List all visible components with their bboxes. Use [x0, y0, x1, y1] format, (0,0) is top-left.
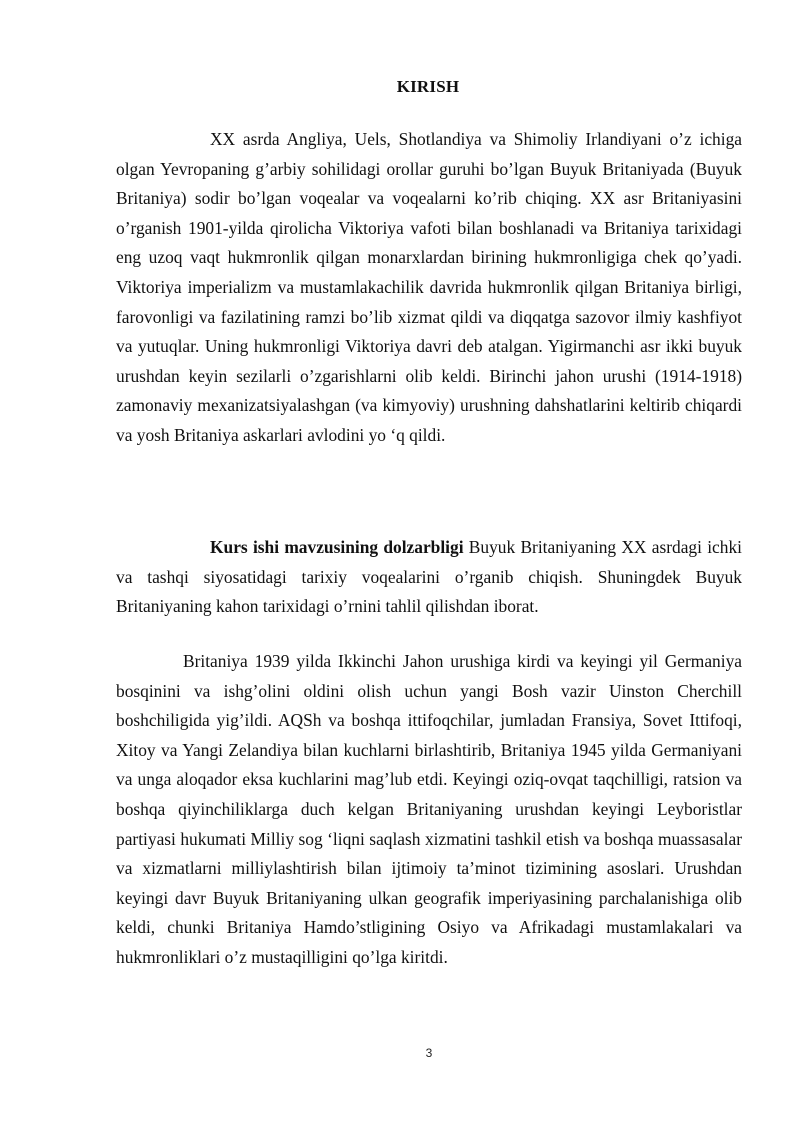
page-number: 3: [425, 1046, 433, 1060]
relevance-label: Kurs ishi mavzusining dolzarbligi: [210, 537, 464, 557]
paragraph-introduction: [116, 125, 742, 451]
paragraph-ww2: [116, 647, 742, 973]
paragraph-text: [116, 533, 742, 622]
paragraph-relevance: [116, 533, 742, 622]
paragraph-text: XX asrda Angliya, Uels, Shotlandiya va Shimoliy Irlandiyani o’z ichiga olgan Yevropaning g’arbiy sohilidagi orollar guruhi bo’lgan Buyuk Britaniyada (Buyuk Britaniya) sodir bo’lgan voqealar va voqealarni ko’rib chiqing. XX asr Britaniyasini o’rganish 1901-yilda qirolicha Viktoriya vafoti bilan boshlanadi va Britaniya tarixidagi eng uzoq vaqt hukmronlik qilgan monarxlardan birining hukmronligiga chek qo’yadi. Viktoriya imperializm va mustamlakachilik davrida hukmronlik qilgan Britaniya birligi, farovonligi va fazilatining ramzi bo’lib xizmat qildi va diqqatga sazovor ilmiy kashfiyot va yutuqlar. Uning hukmronligi Viktoriya davri deb atalgan. Yigirmanchi asr ikki buyuk urushdan keyin sezilarli o’zgarishlarni olib keldi. Birinchi jahon urushi (1914-1918) zamonaviy mexanizatsiyalashgan (va kimyoviy) urushning dahshatlarini keltirib chiqardi va yosh Britaniya askarlari avlodini yo ‘q qildi.: [116, 129, 742, 445]
relevance-text: Buyuk Britaniyaning XX asrdagi ichki va tashqi siyosatidagi tarixiy voqealarini o’rganib chiqish. Shuningdek Buyuk Britaniyaning kahon tarixidagi o’rnini tahlil qilishdan iborat.: [116, 537, 742, 617]
paragraph-text: Britaniya 1939 yilda Ikkinchi Jahon urushiga kirdi va keyingi yil Germaniya bosqinini va ishg’olini oldini olish uchun yangi Bosh vazir Uinston Cherchill boshchiligida yig’ildi. AQSh va boshqa ittifoqchilar, jumladan Fransiya, Sovet Ittifoqi, Xitoy va Yangi Zelandiya bilan kuchlarni birlashtirib, Britaniya 1945 yilda Germaniyani va unga aloqador eksa kuchlarini mag’lub etdi. Keyingi oziq-ovqat taqchilligi, ratsion va boshqa qiyinchiliklarga duch kelgan Britaniyaning urushdan keyingi Leyboristlar partiyasi hukumati Milliy sog ‘liqni saqlash xizmatini tashkil etish va boshqa muassasalar va xizmatlarni milliylashtirish bilan ijtimoiy ta’minot tizimining asoslari. Urushdan keyingi davr Buyuk Britaniyaning ulkan geografik imperiyasining parchalanishiga olib keldi, chunki Britaniya Hamdo’stligining Osiyo va Afrikadagi mustamlakalari va hukmronliklari o’z mustaqilligini qo’lga kiritdi.: [116, 651, 742, 967]
section-heading: KIRISH: [396, 77, 460, 96]
